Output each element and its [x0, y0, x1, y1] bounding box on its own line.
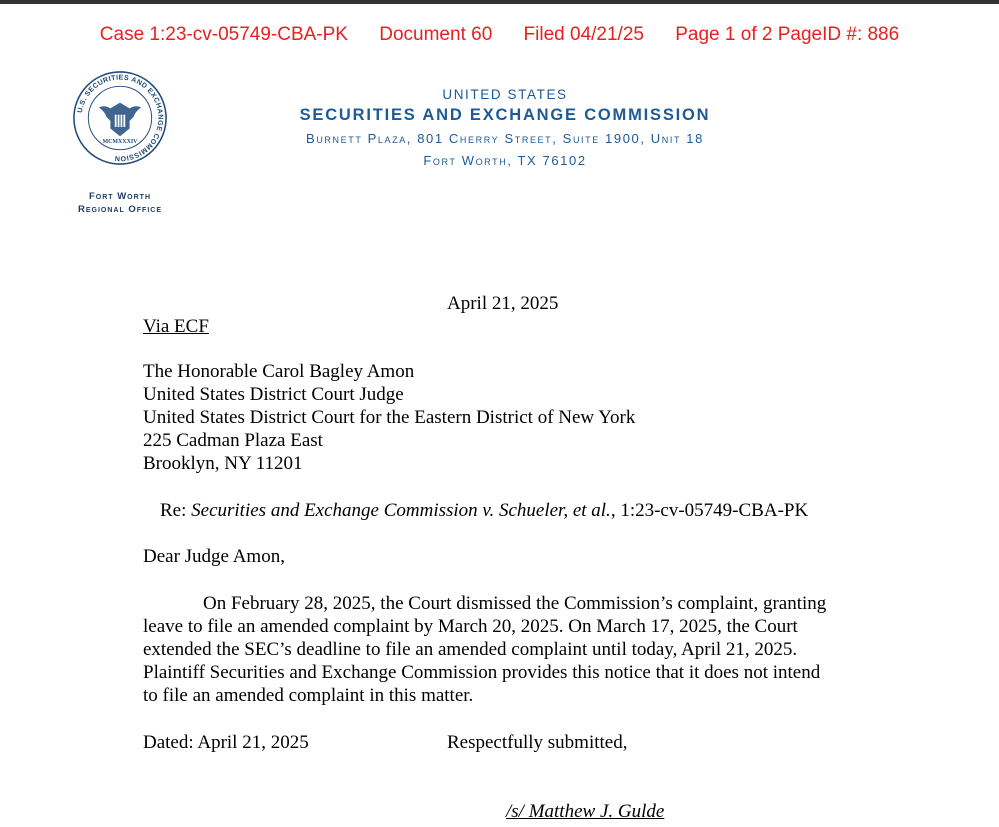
svg-text:MCMXXXIV: MCMXXXIV [102, 138, 138, 145]
letterhead-agency: SECURITIES AND EXCHANGE COMMISSION [299, 106, 711, 124]
re-line [160, 499, 808, 522]
re-prefix: Re: [160, 500, 192, 521]
case-number: Case 1:23-cv-05749-CBA-PK [99, 24, 348, 45]
address-line: United States District Court for the Eastern District of New York [143, 407, 636, 428]
paragraph-line: leave to file an amended complaint by March 20, 2025. On March 17, 2025, the Court [143, 616, 798, 637]
svg-text:U.S. SECURITIES AND EXCHANGE C: U.S. SECURITIES AND EXCHANGE COMMISSION [75, 73, 165, 163]
body-paragraph [143, 592, 826, 707]
address-line: 225 Cadman Plaza East [143, 430, 323, 451]
address-line: Brooklyn, NY 11201 [143, 453, 303, 474]
signature: /s/ Matthew J. Gulde [506, 801, 665, 822]
document-number: Document 60 [379, 24, 493, 45]
letterhead-city: Fort Worth, TX 76102 [423, 153, 587, 168]
paragraph-line: extended the SEC’s deadline to file an amended complaint until today, April 21, 2025. [143, 639, 798, 660]
salutation: Dear Judge Amon, [143, 546, 285, 567]
delivery-method: Via ECF [143, 316, 209, 337]
sec-seal-icon [72, 70, 168, 166]
office-line-1: Fort Worth [88, 191, 152, 202]
re-case-name: Securities and Exchange Commission v. Schueler, et al. [191, 500, 611, 521]
filed-date: Filed 04/21/25 [523, 24, 644, 45]
recipient-address [143, 360, 635, 475]
letterhead-address: Burnett Plaza, 801 Cherry Street, Suite 1900, Unit 18 [306, 131, 704, 146]
regional-office-label [60, 190, 180, 216]
closing: Respectfully submitted, [447, 732, 628, 753]
paragraph-line: Plaintiff Securities and Exchange Commission provides this notice that it does not intend [143, 662, 821, 683]
top-rule [0, 0, 999, 4]
case-header [0, 24, 999, 46]
re-case-number: , 1:23-cv-05749-CBA-PK [610, 500, 809, 521]
address-line: United States District Court Judge [143, 384, 404, 405]
paragraph-line: On February 28, 2025, the Court dismissed the Commission’s complaint, granting [203, 593, 827, 614]
paragraph-line: to file an amended complaint in this matter. [143, 685, 474, 706]
dated-line: Dated: April 21, 2025 [143, 732, 309, 753]
page-id: Page 1 of 2 PageID #: 886 [675, 24, 900, 45]
letterhead-line-1: UNITED STATES [442, 87, 568, 102]
address-line: The Honorable Carol Bagley Amon [143, 361, 415, 382]
letter-date: April 21, 2025 [447, 293, 559, 314]
office-line-2: Regional Office [78, 204, 162, 215]
